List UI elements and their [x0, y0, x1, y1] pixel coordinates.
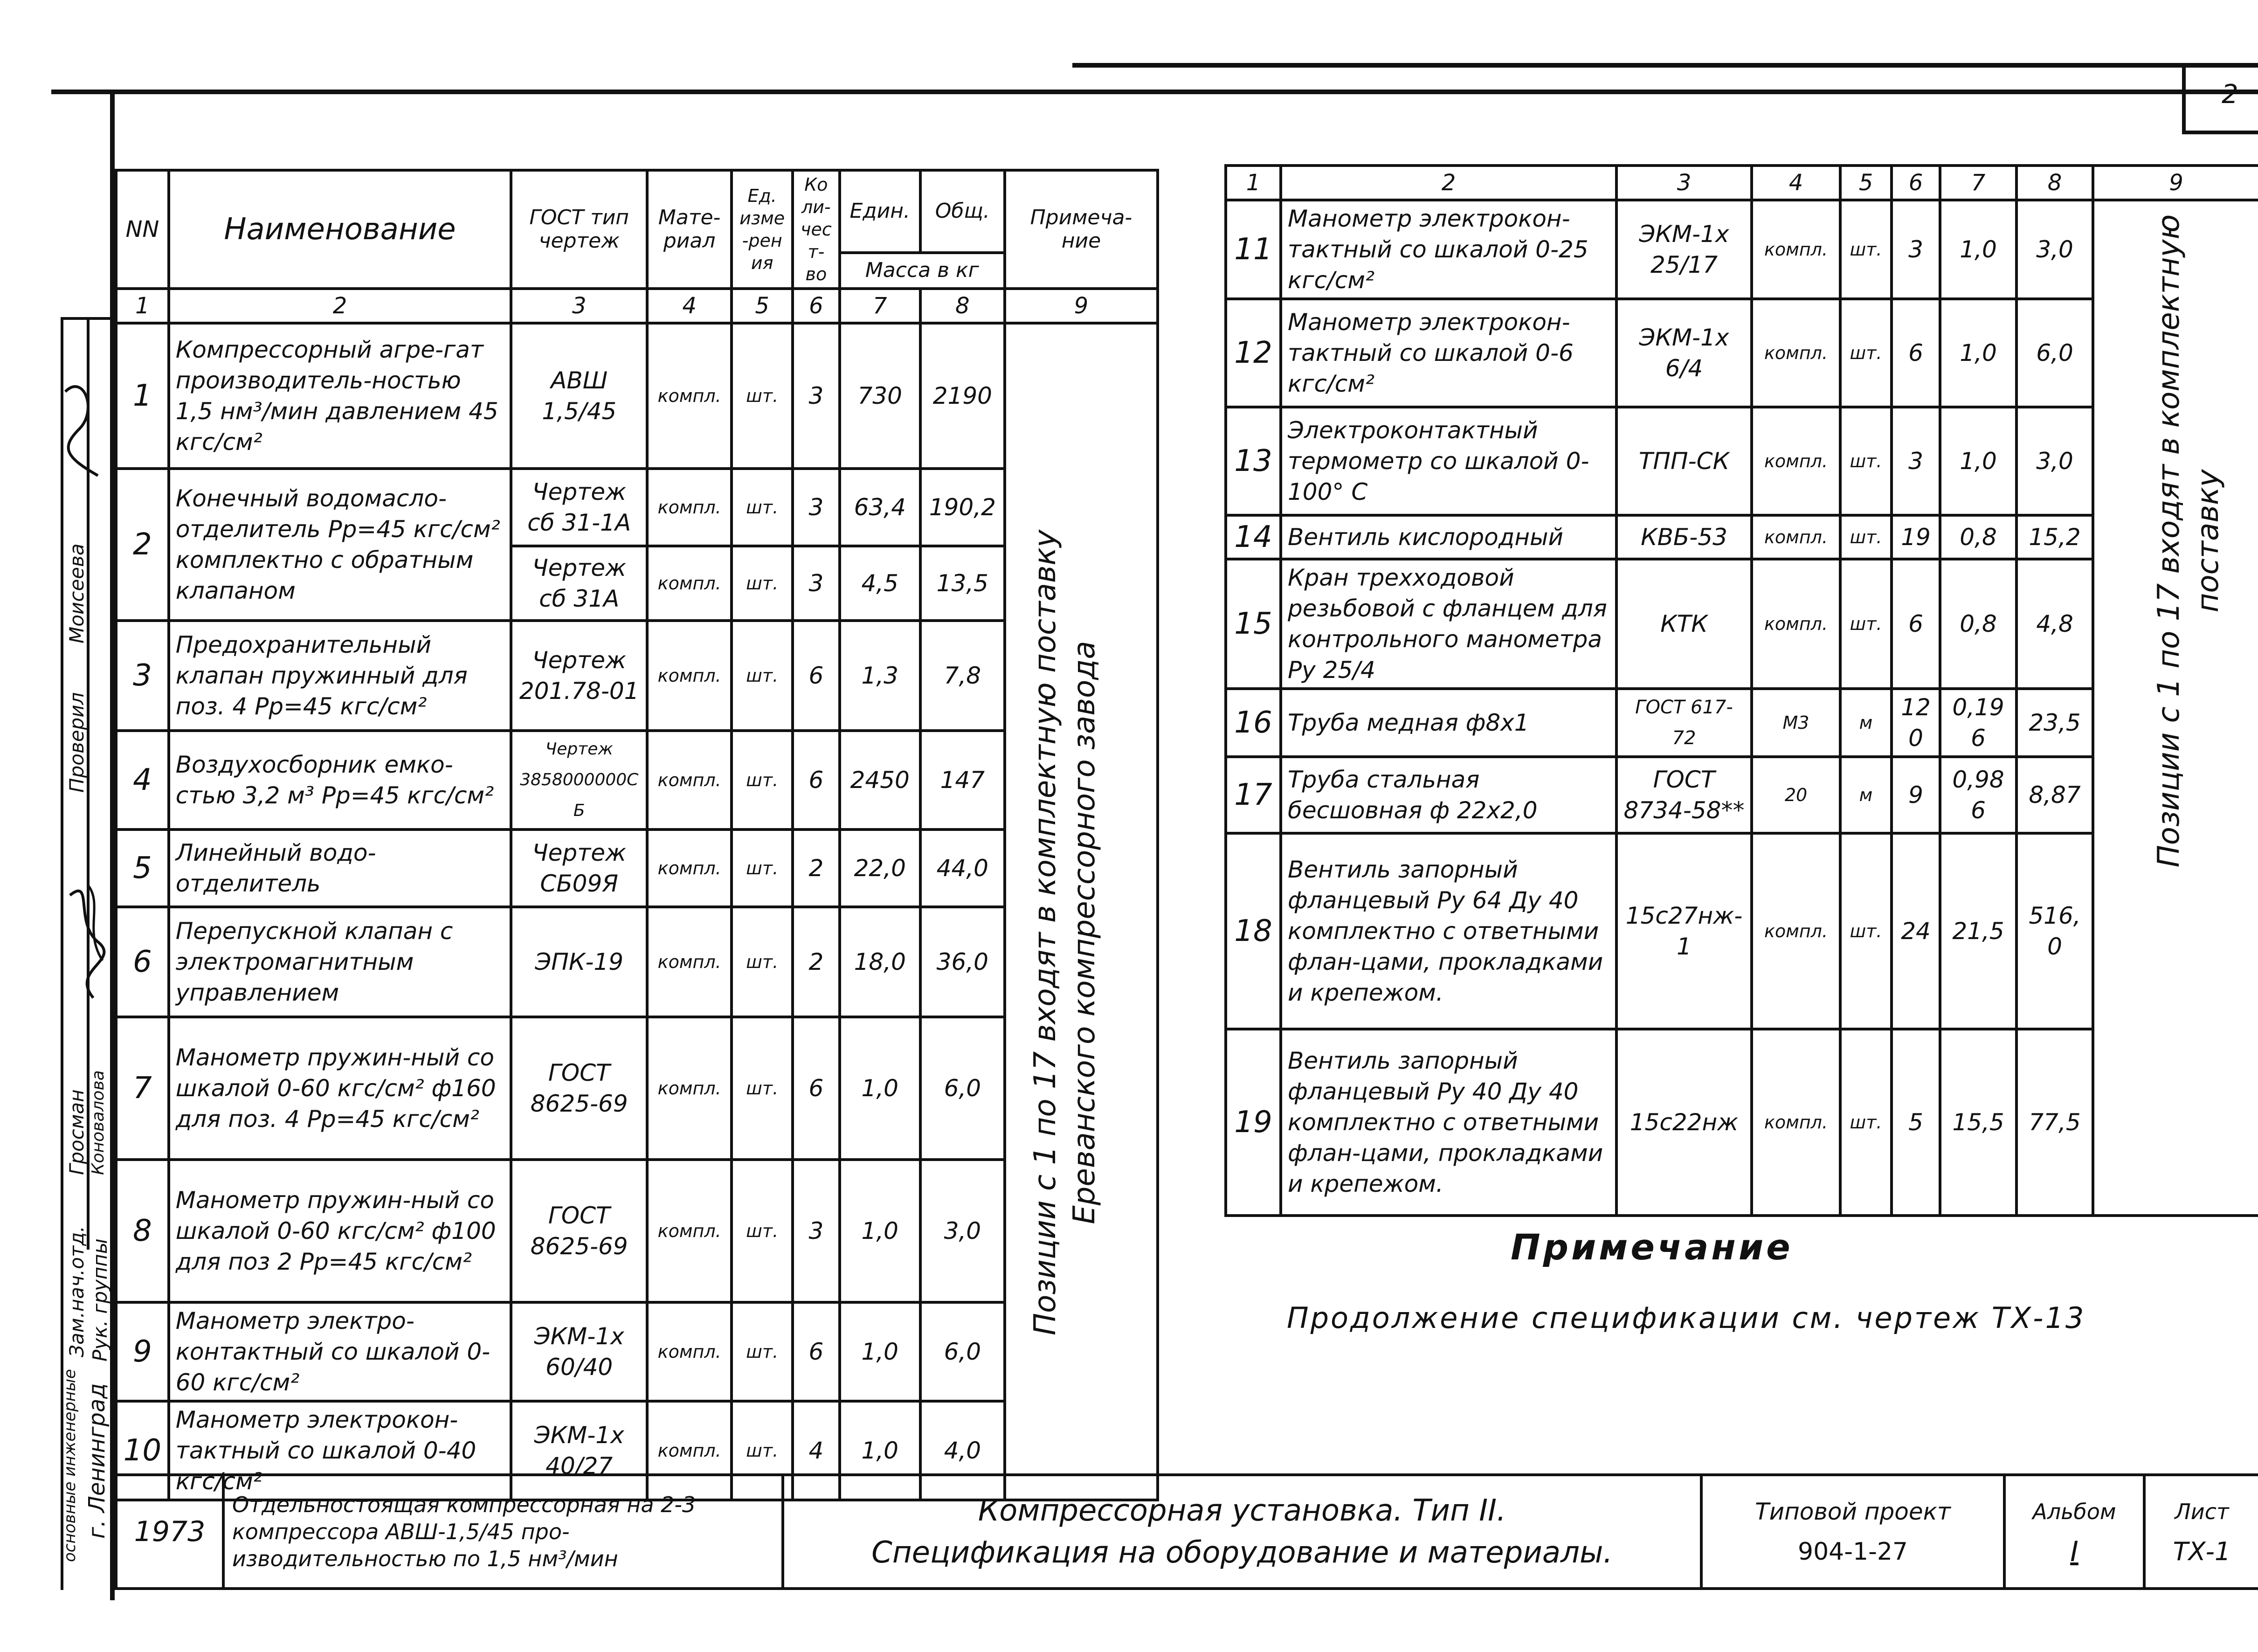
- row-material: компл.: [1752, 1029, 1840, 1216]
- row-qty: 6: [793, 1017, 840, 1160]
- row-gost: ЭКМ-1х 60/40: [511, 1302, 647, 1401]
- row-mass-unit: 4,5: [840, 546, 920, 621]
- row-unit: шт.: [1840, 559, 1892, 689]
- row-name: Труба стальная бесшовная ф 22х2,0: [1281, 757, 1616, 833]
- col-number-7: 7: [1940, 166, 2016, 200]
- row-mass-unit: 1,3: [840, 621, 920, 731]
- row-unit: шт.: [732, 829, 793, 907]
- row-number: 19: [1226, 1029, 1281, 1216]
- row-qty: 4: [793, 1401, 840, 1500]
- row-unit: шт.: [1840, 515, 1892, 559]
- row-gost: Чертеж СБ09Я: [511, 829, 647, 907]
- table-row: [1226, 200, 2258, 299]
- row-number: 2: [116, 469, 169, 621]
- row-name: Манометр пружин-ный со шкалой 0-60 кгс/см² ф100 для поз 2 Рр=45 кгс/см²: [169, 1160, 511, 1302]
- row-number: 11: [1226, 200, 1281, 299]
- row-name: Предохранительный клапан пружинный для поз. 4 Рр=45 кгс/см²: [169, 621, 511, 731]
- row-gost: КВБ-53: [1616, 515, 1752, 559]
- row-name: Вентиль запорный фланцевый Ру 40 Ду 40 комплектно с ответными флан-цами, прокладками и крепежом.: [1281, 1029, 1616, 1216]
- row-mass-unit: 22,0: [840, 829, 920, 907]
- row-number: 18: [1226, 833, 1281, 1029]
- album-cell: [2004, 1475, 2144, 1589]
- row-number: 3: [116, 621, 169, 731]
- row-material: компл.: [1752, 200, 1840, 299]
- col-number-8: 8: [920, 289, 1005, 323]
- row-name: Вентиль кислородный: [1281, 515, 1616, 559]
- row-name: Труба медная ф8х1: [1281, 689, 1616, 757]
- title-block: [115, 1473, 2258, 1590]
- row-number: 16: [1226, 689, 1281, 757]
- row-gost: Чертеж сб 31А: [511, 546, 647, 621]
- row-unit: шт.: [1840, 407, 1892, 515]
- col-number-5: 5: [1840, 166, 1892, 200]
- row-mass-total: 3,0: [2016, 407, 2093, 515]
- side-bottom-text-2: основные инженерные: [61, 1369, 79, 1562]
- project-description: Отдельностоящая компрессорная на 2-3 компрессора АВШ-1,5/45 про-изводительностью по 1,5 нм³/мин: [223, 1475, 783, 1589]
- album-label: Альбом: [2032, 1499, 2116, 1524]
- table-row: [116, 1160, 1158, 1302]
- header-mass-total: Общ.: [920, 170, 1005, 253]
- row-qty: 24: [1892, 833, 1940, 1029]
- row-mass-unit: 0,8: [1940, 515, 2016, 559]
- row-qty: 3: [1892, 407, 1940, 515]
- row-qty: 120: [1892, 689, 1940, 757]
- row-mass-total: 44,0: [920, 829, 1005, 907]
- top-frame-line-right: [1072, 63, 2258, 68]
- sheet-label: Лист: [2175, 1499, 2229, 1524]
- row-mass-total: 6,0: [920, 1017, 1005, 1160]
- row-unit: шт.: [732, 469, 793, 546]
- side-role-6: Моисеева: [65, 543, 88, 643]
- row-mass-unit: 1,0: [1940, 200, 2016, 299]
- side-role-5: Проверил: [65, 692, 88, 793]
- row-gost: ГОСТ 8625-69: [511, 1160, 647, 1302]
- row-mass-unit: 18,0: [840, 907, 920, 1017]
- row-number: 8: [116, 1160, 169, 1302]
- row-number: 4: [116, 731, 169, 829]
- row-material: компл.: [647, 907, 732, 1017]
- row-number: 7: [116, 1017, 169, 1160]
- row-number: 5: [116, 829, 169, 907]
- row-mass-unit: 1,0: [840, 1401, 920, 1500]
- row-mass-total: 190,2: [920, 469, 1005, 546]
- left-vertical-note: Позиции с 1 по 17 входят в комплектную поставку Ереванского компрессорного завода: [1028, 530, 1102, 1335]
- drawing-title: [783, 1475, 1701, 1589]
- row-number: 15: [1226, 559, 1281, 689]
- corner-mark-line-h: [2182, 131, 2258, 134]
- row-mass-unit: 1,0: [1940, 407, 2016, 515]
- row-gost: Чертеж 201.78-01: [511, 621, 647, 731]
- row-qty: 9: [1892, 757, 1940, 833]
- row-unit: шт.: [732, 323, 793, 469]
- header-note: Примеча-ние: [1005, 170, 1158, 289]
- row-unit: шт.: [1840, 1029, 1892, 1216]
- table-row: [116, 829, 1158, 907]
- row-name: Воздухосборник емко-стью 3,2 м³ Рр=45 кгс/см²: [169, 731, 511, 829]
- row-number: 6: [116, 907, 169, 1017]
- row-gost: ГОСТ 617-72: [1616, 689, 1752, 757]
- row-name: Манометр электрокон-тактный со шкалой 0-6 кгс/см²: [1281, 299, 1616, 407]
- row-gost: ЭКМ-1х 6/4: [1616, 299, 1752, 407]
- row-gost: ГОСТ 8734-58**: [1616, 757, 1752, 833]
- header-unit: Ед. изме-рения: [732, 170, 793, 289]
- row-name: Вентиль запорный фланцевый Ру 64 Ду 40 комплектно с ответными флан-цами, прокладками и крепежом.: [1281, 833, 1616, 1029]
- col-number-8: 8: [2016, 166, 2093, 200]
- row-unit: шт.: [732, 546, 793, 621]
- side-role-4: Коновалова: [89, 1070, 108, 1175]
- table-row: [116, 621, 1158, 731]
- row-mass-unit: 63,4: [840, 469, 920, 546]
- right-vertical-note: Позиции с 1 по 17 входят в комплектную поставку: [2152, 214, 2225, 868]
- row-number: 10: [116, 1401, 169, 1500]
- project-cell: [1701, 1475, 2004, 1589]
- row-mass-total: 15,2: [2016, 515, 2093, 559]
- row-mass-total: 7,8: [920, 621, 1005, 731]
- row-unit: шт.: [732, 621, 793, 731]
- row-number: 17: [1226, 757, 1281, 833]
- row-mass-unit: 1,0: [840, 1160, 920, 1302]
- row-mass-unit: 0,196: [1940, 689, 2016, 757]
- row-material: компл.: [647, 1401, 732, 1500]
- row-gost: Чертеж 3858000000СБ: [511, 731, 647, 829]
- header-qty: Коли-чест-во: [793, 170, 840, 289]
- row-name: Манометр электрокон-тактный со шкалой 0-25 кгс/см²: [1281, 200, 1616, 299]
- row-qty: 5: [1892, 1029, 1940, 1216]
- col-number-1: 1: [1226, 166, 1281, 200]
- row-gost: 15с22нж: [1616, 1029, 1752, 1216]
- row-qty: 6: [793, 731, 840, 829]
- col-number-4: 4: [647, 289, 732, 323]
- row-material: М3: [1752, 689, 1840, 757]
- row-mass-unit: 1,0: [840, 1302, 920, 1401]
- row-material: компл.: [1752, 515, 1840, 559]
- row-material: компл.: [647, 323, 732, 469]
- row-gost: Чертеж сб 31-1А: [511, 469, 647, 546]
- row-gost: ТПП-СК: [1616, 407, 1752, 515]
- drawing-title-line2: Спецификация на оборудование и материалы.: [871, 1535, 1613, 1570]
- row-material: компл.: [647, 1017, 732, 1160]
- row-qty: 6: [793, 621, 840, 731]
- row-mass-total: 8,87: [2016, 757, 2093, 833]
- row-mass-total: 147: [920, 731, 1005, 829]
- album-value: I: [2070, 1535, 2078, 1568]
- row-qty: 6: [793, 1302, 840, 1401]
- col-number-1: 1: [116, 289, 169, 323]
- side-role-2: Рук. группы: [89, 1238, 111, 1362]
- row-mass-total: 6,0: [920, 1302, 1005, 1401]
- row-qty: 3: [793, 469, 840, 546]
- sheet-value: ТХ-1: [2173, 1537, 2231, 1566]
- row-material: компл.: [647, 731, 732, 829]
- row-material: компл.: [647, 546, 732, 621]
- row-mass-total: 13,5: [920, 546, 1005, 621]
- row-gost: ЭКМ-1х 40/27: [511, 1401, 647, 1500]
- row-qty: 3: [793, 323, 840, 469]
- drawing-title-line1: Компрессорная установка. Тип II.: [978, 1493, 1506, 1528]
- row-name: Конечный водомасло-отделитель Рр=45 кгс/см² комплектно с обратным клапаном: [169, 469, 511, 621]
- header-gost: ГОСТ тип чертеж: [511, 170, 647, 289]
- side-role-3: Гросман: [65, 1089, 88, 1175]
- table-row: [116, 469, 1158, 546]
- col-number-9: 9: [2093, 166, 2258, 200]
- row-name: Линейный водо-отделитель: [169, 829, 511, 907]
- row-qty: 3: [1892, 200, 1940, 299]
- row-mass-total: 4,8: [2016, 559, 2093, 689]
- row-gost: ГОСТ 8625-69: [511, 1017, 647, 1160]
- row-unit: шт.: [732, 1302, 793, 1401]
- row-gost: 15с27нж-1: [1616, 833, 1752, 1029]
- row-mass-total: 23,5: [2016, 689, 2093, 757]
- side-role-1: Зам.нач.отд.: [65, 1226, 88, 1357]
- row-material: компл.: [647, 1302, 732, 1401]
- col-number-2: 2: [1281, 166, 1616, 200]
- table-row: [116, 1302, 1158, 1401]
- row-mass-total: 77,5: [2016, 1029, 2093, 1216]
- row-qty: 3: [793, 546, 840, 621]
- side-bottom-text: г. Ленинград: [84, 1383, 110, 1539]
- row-gost: ЭКМ-1х 25/17: [1616, 200, 1752, 299]
- header-name: Наименование: [169, 170, 511, 289]
- row-gost: ЭПК-19: [511, 907, 647, 1017]
- table-row: [116, 731, 1158, 829]
- row-mass-total: 3,0: [2016, 200, 2093, 299]
- row-mass-unit: 730: [840, 323, 920, 469]
- row-material: компл.: [647, 469, 732, 546]
- row-mass-unit: 1,0: [840, 1017, 920, 1160]
- row-mass-unit: 0,8: [1940, 559, 2016, 689]
- row-mass-unit: 1,0: [1940, 299, 2016, 407]
- project-number: 904-1-27: [1797, 1538, 1908, 1566]
- row-gost: КТК: [1616, 559, 1752, 689]
- note-title: Примечание: [1511, 1226, 1793, 1268]
- row-number: 9: [116, 1302, 169, 1401]
- col-number-2: 2: [169, 289, 511, 323]
- row-material: компл.: [1752, 559, 1840, 689]
- col-number-6: 6: [793, 289, 840, 323]
- table-row: [116, 323, 1158, 469]
- header-num: NN: [116, 170, 169, 289]
- row-mass-total: 2190: [920, 323, 1005, 469]
- row-unit: м: [1840, 689, 1892, 757]
- row-name: Электроконтактный термометр со шкалой 0-100° С: [1281, 407, 1616, 515]
- table-row: [116, 1017, 1158, 1160]
- row-material: компл.: [647, 621, 732, 731]
- row-mass-total: 6,0: [2016, 299, 2093, 407]
- row-unit: шт.: [1840, 299, 1892, 407]
- row-mass-total: 4,0: [920, 1401, 1005, 1500]
- row-qty: 6: [1892, 299, 1940, 407]
- row-name: Компрессорный агре-гат производитель-ностью 1,5 нм³/мин давлением 45 кгс/см²: [169, 323, 511, 469]
- row-unit: шт.: [1840, 833, 1892, 1029]
- col-number-7: 7: [840, 289, 920, 323]
- row-material: компл.: [647, 829, 732, 907]
- row-name: Кран трехходовой резьбовой с фланцем для контрольного манометра Ру 25/4: [1281, 559, 1616, 689]
- row-material: компл.: [647, 1160, 732, 1302]
- project-label: Типовой проект: [1755, 1498, 1951, 1525]
- right-spec-table: [1224, 164, 2258, 1217]
- top-frame-line: [51, 90, 2258, 94]
- row-unit: шт.: [732, 907, 793, 1017]
- row-qty: 3: [793, 1160, 840, 1302]
- row-material: компл.: [1752, 299, 1840, 407]
- table-row: [116, 907, 1158, 1017]
- header-mass-group: Масса в кг: [840, 253, 1005, 289]
- header-material: Мате-риал: [647, 170, 732, 289]
- note-text: Продолжение спецификации см. чертеж ТХ-13: [1287, 1301, 2086, 1335]
- row-qty: 6: [1892, 559, 1940, 689]
- row-number: 12: [1226, 299, 1281, 407]
- year: 1973: [116, 1475, 223, 1589]
- row-qty: 2: [793, 829, 840, 907]
- signature-marks: [56, 364, 112, 1016]
- side-strip-top: [61, 317, 112, 320]
- col-number-5: 5: [732, 289, 793, 323]
- row-number: 13: [1226, 407, 1281, 515]
- row-material: 20: [1752, 757, 1840, 833]
- row-gost: АВШ 1,5/45: [511, 323, 647, 469]
- col-number-3: 3: [511, 289, 647, 323]
- header-mass-unit: Един.: [840, 170, 920, 253]
- row-qty: 2: [793, 907, 840, 1017]
- left-spec-table: [115, 169, 1159, 1501]
- col-number-3: 3: [1616, 166, 1752, 200]
- row-mass-total: 516,0: [2016, 833, 2093, 1029]
- row-qty: 19: [1892, 515, 1940, 559]
- sheet-cell: [2144, 1475, 2258, 1589]
- row-unit: шт.: [732, 1160, 793, 1302]
- row-name: Манометр пружин-ный со шкалой 0-60 кгс/см² ф160 для поз. 4 Рр=45 кгс/см²: [169, 1017, 511, 1160]
- row-unit: шт.: [732, 1401, 793, 1500]
- row-unit: шт.: [732, 731, 793, 829]
- row-mass-unit: 0,986: [1940, 757, 2016, 833]
- row-mass-total: 36,0: [920, 907, 1005, 1017]
- sheet-corner-mark: 2: [2222, 79, 2238, 110]
- row-unit: шт.: [1840, 200, 1892, 299]
- row-name: Манометр электрокон-тактный со шкалой 0-40 кгс/см²: [169, 1401, 511, 1500]
- row-number: 14: [1226, 515, 1281, 559]
- row-mass-unit: 21,5: [1940, 833, 2016, 1029]
- row-name: Манометр электро-контактный со шкалой 0-60 кгс/см²: [169, 1302, 511, 1401]
- row-mass-unit: 15,5: [1940, 1029, 2016, 1216]
- row-material: компл.: [1752, 833, 1840, 1029]
- row-material: компл.: [1752, 407, 1840, 515]
- col-number-6: 6: [1892, 166, 1940, 200]
- row-mass-total: 3,0: [920, 1160, 1005, 1302]
- row-name: Перепускной клапан с электромагнитным управлением: [169, 907, 511, 1017]
- row-unit: м: [1840, 757, 1892, 833]
- row-mass-unit: 2450: [840, 731, 920, 829]
- col-number-4: 4: [1752, 166, 1840, 200]
- row-number: 1: [116, 323, 169, 469]
- corner-mark-line: [2182, 68, 2186, 133]
- row-unit: шт.: [732, 1017, 793, 1160]
- col-number-9: 9: [1005, 289, 1158, 323]
